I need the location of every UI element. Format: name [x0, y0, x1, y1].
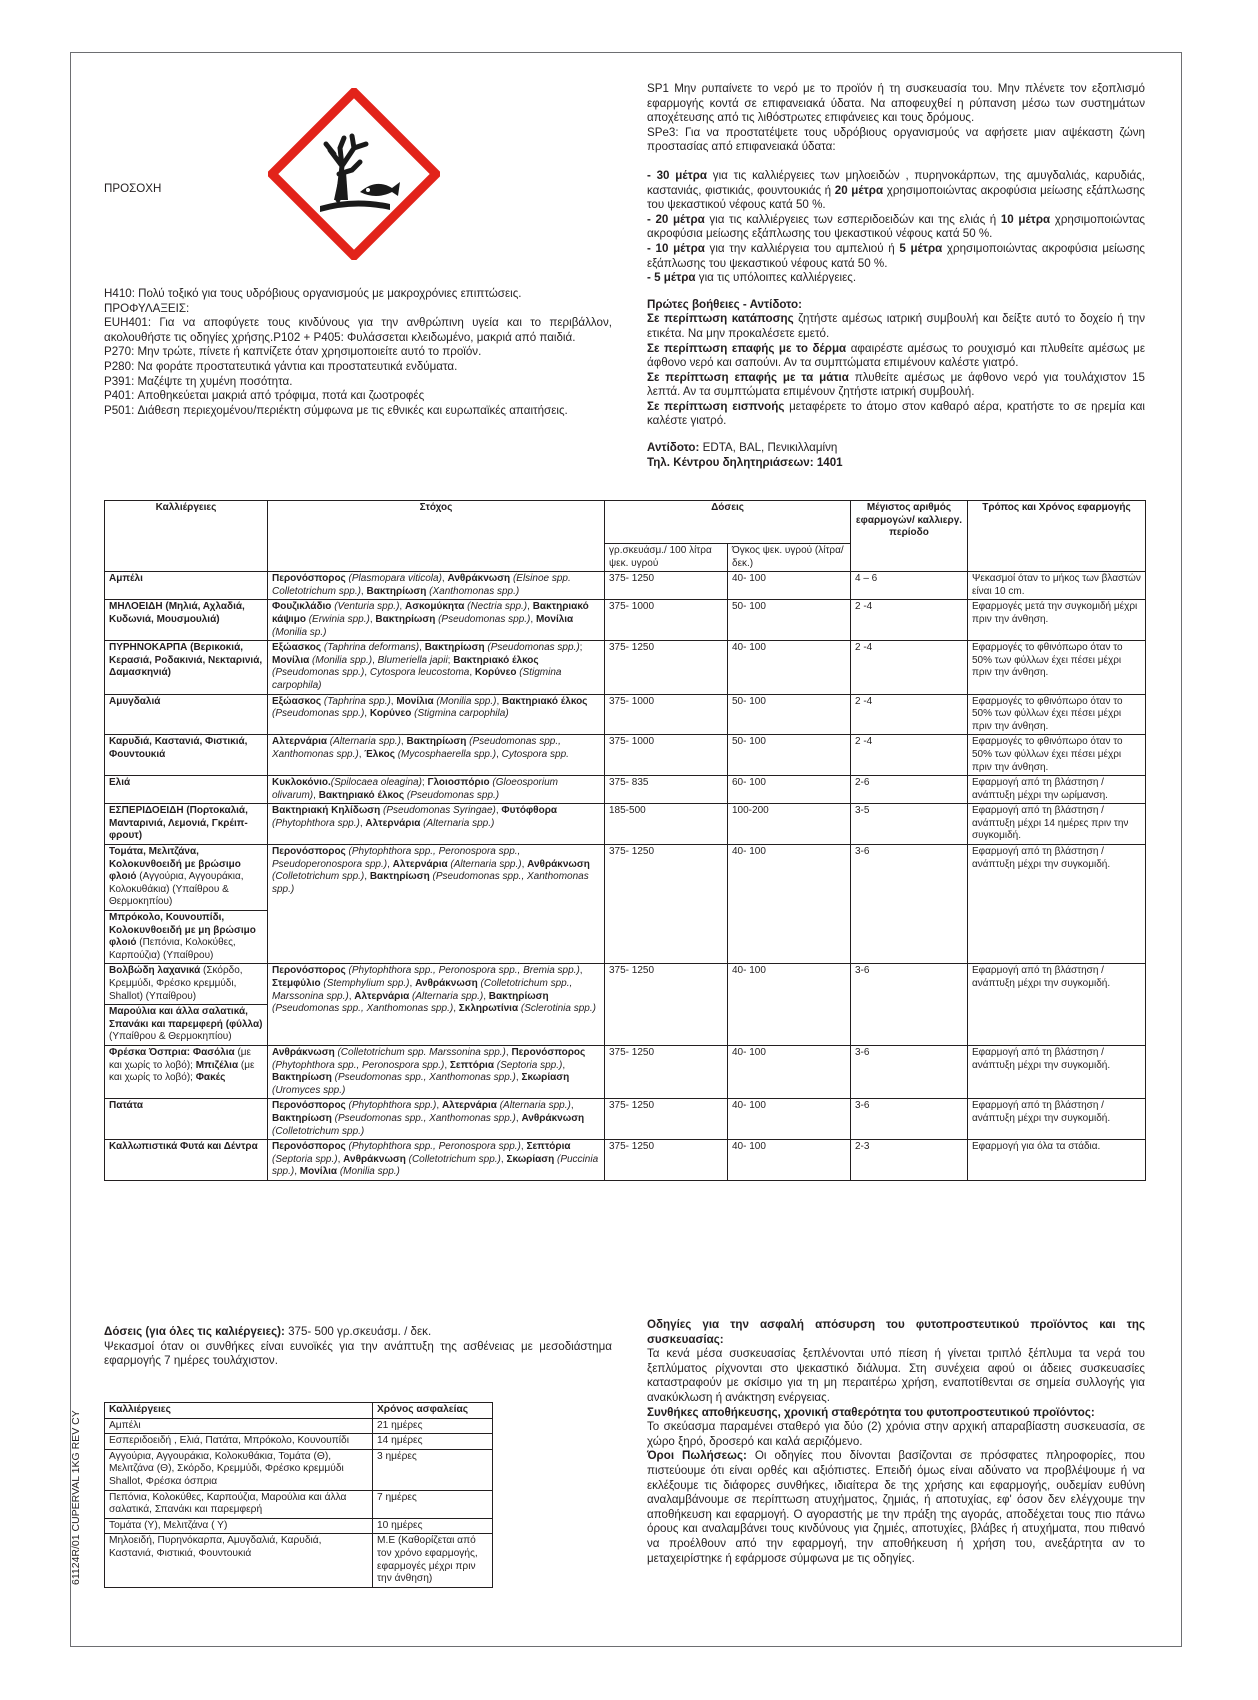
crop-cell: Αμπέλι [105, 572, 268, 600]
spray-interval: Ψεκασμοί όταν οι συνθήκες είναι ευνοϊκές για την ανάπτυξη της ασθένειας με μεσοδιάστημα εφαρμογής 7 ημέρες τουλάχιστον. [104, 1339, 612, 1368]
phi-interval-cell: 7 ημέρες [373, 1490, 493, 1518]
table-row [105, 694, 1146, 735]
first-aid-skin: Σε περίπτωση επαφής με το δέρμα αφαιρέστε αμέσως το ρουχισμό και πλυθείτε αμέσως με άφθονο νερό και σαπούνι. Αν τα συμπτώματα επιμένουν καλέστε γιατρό. [647, 341, 1145, 370]
max-apps-cell: 2 -4 [851, 641, 968, 694]
method-cell: Εφαρμογές μετά την συγκομιδή μέχρι πριν την άνθηση. [968, 600, 1146, 641]
dose-cell: 375- 1000 [605, 735, 728, 776]
phi-row [105, 1418, 493, 1434]
crop-cell: Καλλωπιστικά Φυτά και Δέντρα [105, 1140, 268, 1181]
storage-text: Το σκεύασμα παραμένει σταθερό για δύο (2) χρόνια στην αρχική απαραβίαστη συσκευασία, σε χώρο ξηρό, δροσερό και καλά αεριζόμενο. [647, 1420, 1145, 1448]
target-cell: Εξώασκος (Taphrina deformans), Βακτηρίωση (Pseudomonas spp.); Μονίλια (Monilia spp.), Blumeriella japii; Βακτηριακό έλκος (Pseudomonas spp.), Cytospora leucostoma, Κορύνεο (Stigmina carpophila) [268, 641, 605, 694]
volume-cell: 40- 100 [728, 641, 851, 694]
first-aid-title: Πρώτες βοήθειες - Αντίδοτο: [647, 297, 802, 311]
phi-interval-cell: 14 ημέρες [373, 1434, 493, 1450]
crop-cell: ΕΣΠΕΡΙΔΟΕΙΔΗ (Πορτοκαλιά, Μανταρινιά, Λεμονιά, Γκρέιπ-φρουτ) [105, 804, 268, 845]
pre-harvest-interval-table [104, 1402, 493, 1588]
crop-cell: ΜΗΛΟΕΙΔΗ (Μηλιά, Αχλαδιά, Κυδωνιά, Μουσμουλιά) [105, 600, 268, 641]
phi-col-crops: Καλλιέργειες [105, 1403, 373, 1419]
method-cell: Εφαρμογή από τη βλάστηση / ανάπτυξη μέχρι την συγκομιδή. [968, 964, 1146, 1046]
first-aid-ingestion: Σε περίπτωση κατάποσης ζητήστε αμέσως ιατρική συμβουλή και δείξτε αυτό το δοχείο ή την ετικέτα. Να μην προκαλέσετε εμετό. [647, 312, 1145, 340]
phi-interval-cell: 21 ημέρες [373, 1418, 493, 1434]
method-cell: Εφαρμογές το φθινόπωρο όταν το 50% των φύλλων έχει πέσει μέχρι πριν την άνθηση. [968, 735, 1146, 776]
table-row [105, 600, 1146, 641]
max-apps-cell: 3-5 [851, 804, 968, 845]
environment-hazard-icon [268, 88, 440, 260]
dose-cell: 185-500 [605, 804, 728, 845]
dose-cell: 375- 1250 [605, 641, 728, 694]
storage-title: Συνθήκες αποθήκευσης, χρονική σταθερότητα του φυτοπροστευτικού προϊόντος: [647, 1405, 1095, 1419]
max-apps-cell: 4 – 6 [851, 572, 968, 600]
precautions-title: ΠΡΟΦΥΛΑΞΕΙΣ: [104, 301, 190, 315]
max-apps-cell: 3-6 [851, 845, 968, 964]
p270-text: P270: Μην τρώτε, πίνετε ή καπνίζετε όταν χρησιμοποιείτε αυτό το προϊόν. [104, 345, 482, 359]
phi-crop-cell: Αγγούρια, Αγγουράκια, Κολοκυθάκια, Τομάτα (Θ), Μελιτζάνα (Θ), Σκόρδο, Κρεμμύδι, Φρέσκο κρεμμύδι Shallot, Φρέσκα όσπρια [105, 1449, 373, 1490]
target-cell: Περονόσπορος (Phytophthora spp., Peronospora spp., Pseudoperonospora spp.), Αλτερνάρια (Alternaria spp.), Ανθράκνωση (Colletotrichum spp.), Βακτηρίωση (Pseudomonas spp., Xanthomonas spp.) [268, 845, 605, 964]
col-max-apps: Μέγιστος αριθμός εφαρμογών/ καλλιεργ. περίοδο [851, 501, 968, 572]
volume-cell: 100-200 [728, 804, 851, 845]
max-apps-cell: 2 -4 [851, 600, 968, 641]
max-apps-cell: 2 -4 [851, 694, 968, 735]
method-cell: Εφαρμογή από τη βλάστηση / ανάπτυξη μέχρι την ωρίμανση. [968, 776, 1146, 804]
method-cell: Εφαρμογές το φθινόπωρο όταν το 50% των φύλλων έχει πέσει μέχρι πριν την άνθηση. [968, 694, 1146, 735]
sp1-text: SP1 Μην ρυπαίνετε το νερό με το προϊόν ή τη συσκευασία του. Μην πλένετε τον εξοπλισμό εφαρμογής κοντά σε επιφανειακά ύδατα. Να αποφευχθεί η ρύπανση μέσω των συστημάτων αποχέτευσης από τις λιθόστρωτες επιφάνειες και τους δρόμους. [647, 82, 1145, 125]
table-row [105, 735, 1146, 776]
dose-cell: 375- 1250 [605, 1099, 728, 1140]
volume-cell: 40- 100 [728, 1099, 851, 1140]
col-dose-volume: Όγκος ψεκ. υγρού (λίτρα/ δεκ.) [728, 544, 851, 572]
method-cell: Εφαρμογή για όλα τα στάδια. [968, 1140, 1146, 1181]
table-row [105, 1045, 1146, 1098]
crop-cell: Ελιά [105, 776, 268, 804]
disposal-text: Τα κενά μέσα συσκευασίας ξεπλένονται υπό πίεση ή γίνεται τριπλό ξέπλυμα τα νερά του ξεπλύματος ρίχνονται στο ψεκαστικό διάλυμα. Στη συνέχεια αφού οι άδειες συσκευασίες καταστραφούν με σκίσιμο για τη μη περαιτέρω χρήση, εναποτίθενται σε σημεία συλλογής για ανακύκλωση ή ανάκτηση ενέργειας. [647, 1347, 1145, 1404]
col-target: Στόχος [268, 501, 605, 572]
antidote: Αντίδοτο: EDTA, BAL, Πενικιλλαμίνη [647, 441, 838, 455]
phi-interval-cell: 10 ημέρες [373, 1518, 493, 1534]
target-cell: Εξώασκος (Taphrina spp.), Μονίλια (Monilia spp.), Βακτηριακό έλκος (Pseudomonas spp.), Κορύνεο (Stigmina carpophila) [268, 694, 605, 735]
target-cell: Περονόσπορος (Plasmopara viticola), Ανθράκνωση (Elsinoe spp. Colletotrichum spp.), Βακτηρίωση (Xanthomonas spp.) [268, 572, 605, 600]
zone-5m: - 5 μέτρα για τις υπόλοιπες καλλιέργειες. [647, 271, 857, 285]
crop-cell: ΠΥΡΗΝΟΚΑΡΠΑ (Βερικοκιά, Κερασιά, Ροδακινιά, Νεκταρινιά, Δαμασκηνιά) [105, 641, 268, 694]
method-cell: Ψεκασμοί όταν το μήκος των βλαστών είναι 10 cm. [968, 572, 1146, 600]
table-row [105, 845, 1146, 911]
doses-note [104, 1325, 612, 1369]
target-cell: Ανθράκνωση (Colletotrichum spp. Marssonina spp.), Περονόσπορος (Phytophthora spp., Peronospora spp.), Σεπτόρια (Septoria spp.), Βακτηρίωση (Pseudomonas spp., Xanthomonas spp.), Σκωρίαση (Uromyces spp.) [268, 1045, 605, 1098]
phi-row [105, 1518, 493, 1534]
crop-cell: Αμυγδαλιά [105, 694, 268, 735]
volume-cell: 40- 100 [728, 964, 851, 1046]
p501-text: P501: Διάθεση περιεχομένου/περιέκτη σύμφωνα με τις εθνικές και ευρωπαϊκές απαιτήσεις. [104, 403, 568, 417]
phi-row [105, 1490, 493, 1518]
table-row [105, 641, 1146, 694]
phi-crop-cell: Εσπεριδοειδή , Ελιά, Πατάτα, Μπρόκολο, Κουνουπίδι [105, 1434, 373, 1450]
phi-row [105, 1534, 493, 1587]
volume-cell: 40- 100 [728, 572, 851, 600]
zone-30m: - 30 μέτρα για τις καλλιέργειες των μηλοειδών , πυρηνοκάρπων, της αμυγδαλιάς, καρυδιάς, καστανιάς, φιστικιάς, φουντουκιάς ή 20 μέτρα χρησιμοποιώντας ακροφύσια μείωσης εξάπλωσης του ψεκαστικού νέφους κατά 50 %. [647, 168, 1145, 212]
phi-row [105, 1449, 493, 1490]
h410-text: H410: Πολύ τοξικό για τους υδρόβιους οργανισμούς με μακροχρόνιες επιπτώσεις. [104, 287, 522, 300]
phi-interval-cell: Μ.Ε (Καθορίζεται από τον χρόνο εφαρμογής, εφαρμογές μέχρι πριν την άνθηση) [373, 1534, 493, 1587]
first-aid-eyes: Σε περίπτωση επαφής με τα μάτια πλυθείτε αμέσως με άφθονο νερό για τουλάχιστον 15 λεπτά. Αν τα συμπτώματα επιμένουν ζητήστε ιατρική συμβουλή. [647, 370, 1146, 399]
p401-text: P401: Αποθηκεύεται μακριά από τρόφιμα, ποτά και ζωοτροφές [104, 389, 425, 403]
zone-20m: - 20 μέτρα για τις καλλιέργειες των εσπεριδοειδών και της ελιάς ή 10 μέτρα χρησιμοποιώντας ακροφύσια μείωσης εξάπλωσης του ψεκαστικού νέφους κατά 50 %. [647, 212, 1145, 241]
phi-crop-cell: Αμπέλι [105, 1418, 373, 1434]
dose-cell: 375- 1000 [605, 600, 728, 641]
hazard-statements [104, 287, 612, 418]
crop-cell: Τομάτα, Μελιτζάνα, Κολοκυνθοειδή με βρώσιμο φλοιό (Αγγούρια, Αγγουράκια, Κολοκυθάκια) (Υπαίθρου & Θερμοκηπίου) [105, 845, 268, 911]
volume-cell: 40- 100 [728, 1140, 851, 1181]
sp-block [647, 82, 1145, 470]
dose-cell: 375- 1250 [605, 572, 728, 600]
max-apps-cell: 2-6 [851, 776, 968, 804]
poison-center-phone: Τηλ. Κέντρου δηλητηριάσεων: 1401 [647, 455, 843, 469]
table-row [105, 804, 1146, 845]
table-row [105, 776, 1146, 804]
phi-interval-cell: 3 ημέρες [373, 1449, 493, 1490]
volume-cell: 40- 100 [728, 845, 851, 964]
table-row [105, 1099, 1146, 1140]
euh401-text: EUH401: Για να αποφύγετε τους κινδύνους για την ανθρώπινη υγεία και το περιβάλλον, ακολουθήστε τις οδηγίες χρήσης.P102 + P405: Φυλάσσεται κλειδωμένο, μακριά από παιδιά. [104, 316, 612, 344]
method-cell: Εφαρμογές το φθινόπωρο όταν το 50% των φύλλων έχει πέσει μέχρι πριν την άνθηση. [968, 641, 1146, 694]
max-apps-cell: 3-6 [851, 1099, 968, 1140]
max-apps-cell: 3-6 [851, 1045, 968, 1098]
max-apps-cell: 2-3 [851, 1140, 968, 1181]
table-row [105, 964, 1146, 1005]
disposal-title: Οδηγίες για την ασφαλή απόσυρση του φυτοπροστευτικού προϊόντος και της συσκευασίας: [647, 1318, 1145, 1346]
first-aid-inhalation: Σε περίπτωση εισπνοής μεταφέρετε το άτομο στον καθαρό αέρα, κρατήστε το σε ηρεμία και καλέστε γιατρό. [647, 399, 1145, 428]
table-row [105, 572, 1146, 600]
phi-col-interval: Χρόνος ασφαλείας [373, 1403, 493, 1419]
method-cell: Εφαρμογή από τη βλάστηση / ανάπτυξη μέχρι την συγκομιδή. [968, 1045, 1146, 1098]
phi-crop-cell: Τομάτα (Υ), Μελιτζάνα ( Υ) [105, 1518, 373, 1534]
crop-dosage-table [104, 500, 1146, 1181]
crop-cell: Μπρόκολο, Κουνουπίδι, Κολοκυνθοειδή με μη βρώσιμο φλοιό (Πεπόνια, Κολοκύθες, Καρπούζια) (Υπαίθρου) [105, 911, 268, 964]
spe3-text: SPe3: Για να προστατέψετε τους υδρόβιους οργανισμούς να αφήσετε μιαν αψέκαστη ζώνη προστασίας από επιφανειακά ύδατα: [647, 125, 1145, 154]
phi-crop-cell: Πεπόνια, Κολοκύθες, Καρπούζια, Μαρούλια και άλλα σαλατικά, Σπανάκι και παρεμφερή [105, 1490, 373, 1518]
target-cell: Περονόσπορος (Phytophthora spp., Peronospora spp.), Σεπτόρια (Septoria spp.), Ανθράκνωση (Colletotrichum spp.), Σκωρίαση (Puccinia spp.), Μονίλια (Monilia spp.) [268, 1140, 605, 1181]
dose-cell: 375- 1250 [605, 1045, 728, 1098]
crop-cell: Μαρούλια και άλλα σαλατικά, Σπανάκι και παρεμφερή (φύλλα) (Υπαίθρου & Θερμοκηπίου) [105, 1005, 268, 1046]
target-cell: Περονόσπορος (Phytophthora spp., Peronospora spp., Bremia spp.), Στεμφύλιο (Stemphylium spp.), Ανθράκνωση (Colletotrichum spp., Marssonina spp.), Αλτερνάρια (Alternaria spp.), Βακτηρίωση (Pseudomonas spp., Xanthomonas spp.), Σκληρωτίνια (Sclerotinia spp.) [268, 964, 605, 1046]
table-row [105, 1140, 1146, 1181]
dose-cell: 375- 1250 [605, 845, 728, 964]
dose-cell: 375- 1000 [605, 694, 728, 735]
dose-cell: 375- 1250 [605, 1140, 728, 1181]
volume-cell: 50- 100 [728, 600, 851, 641]
signal-word: ΠΡΟΣΟΧΗ [104, 182, 162, 195]
col-method: Τρόπος και Χρόνος εφαρμογής [968, 501, 1146, 572]
method-cell: Εφαρμογή από τη βλάστηση / ανάπτυξη μέχρι την συγκομιδή. [968, 845, 1146, 964]
target-cell: Περονόσπορος (Phytophthora spp.), Αλτερνάρια (Alternaria spp.), Βακτηρίωση (Pseudomonas spp., Xanthomonas spp.), Ανθράκνωση (Colletotrichum spp.) [268, 1099, 605, 1140]
doses-general: Δόσεις (για όλες τις καλιέργειες): 375- 500 γρ.σκευάσμ. / δεκ. [104, 1325, 432, 1338]
disposal-block [647, 1318, 1145, 1566]
product-code: 61124R/01 CUPERVAL 1KG REV CY [70, 1410, 82, 1585]
volume-cell: 50- 100 [728, 735, 851, 776]
volume-cell: 60- 100 [728, 776, 851, 804]
terms-of-sale: Όροι Πωλήσεως: Οι οδηγίες που δίνονται βασίζονται σε πρόσφατες πληροφορίες, που πιστεύουμε ότι είναι ορθές και αξιόπιστες. Επειδή όμως είναι αδύνατο να προβλέψουμε ή να εκλέξουμε τις διάφορες συνθήκες, ιδιαίτερα δε της χρήσης και εφαρμογής, ουδεμίαν ευθύνη αναλαμβάνουμε σε περίπτωση ατυχήματος, ζημιάς, ή αποτυχίας, εφ' όσον δεν ελέγχουμε την αποθήκευση και εφαρμογή. Ο αγοραστής με την πράξη της αγοράς, αποδέχεται τους πιο πάνω όρους και αναλαμβάνει τους κινδύνους για ζημιές, αποτυχίες, βλάβες ή ατυχήματα, που πιθανό να προέλθουν από την εφαρμογή, την αποθήκευση ή χρήση του, ανεξάρτητα αν το μεταχειρίστηκε ή εφάρμοσε σύμφωνα με τις οδηγίες. [647, 1449, 1145, 1565]
volume-cell: 50- 100 [728, 694, 851, 735]
target-cell: Φουζικλάδιο (Venturia spp.), Ασκομύκητα (Nectria spp.), Βακτηριακό κάψιμο (Erwinia spp.), Βακτηρίωση (Pseudomonas spp.), Μονίλια (Monilia sp.) [268, 600, 605, 641]
phi-crop-cell: Μηλοειδή, Πυρηνόκαρπα, Αμυγδαλιά, Καρυδιά, Καστανιά, Φιστικιά, Φουντουκιά [105, 1534, 373, 1587]
target-cell: Βακτηριακή Κηλίδωση (Pseudomonas Syringae), Φυτόφθορα (Phytophthora spp.), Αλτερνάρια (Alternaria spp.) [268, 804, 605, 845]
crop-cell: Φρέσκα Όσπρια: Φασόλια (με και χωρίς το λοβό); Μπιζέλια (με και χωρίς το λοβό); Φακές [105, 1045, 268, 1098]
target-cell: Αλτερνάρια (Alternaria spp.), Βακτηρίωση (Pseudomonas spp., Xanthomonas spp.), Έλκος (Mycosphaerella spp.), Cytospora spp. [268, 735, 605, 776]
method-cell: Εφαρμογή από τη βλάστηση / ανάπτυξη μέχρι 14 ημέρες πριν την συγκομιδή. [968, 804, 1146, 845]
crop-cell: Βολβώδη λαχανικά (Σκόρδο, Κρεμμύδι, Φρέσκο κρεμμύδι, Shallot) (Υπαίθρου) [105, 964, 268, 1005]
crop-cell: Πατάτα [105, 1099, 268, 1140]
crop-cell: Καρυδιά, Καστανιά, Φιστικιά, Φουντουκιά [105, 735, 268, 776]
col-doses: Δόσεις [605, 501, 851, 544]
dose-cell: 375- 835 [605, 776, 728, 804]
method-cell: Εφαρμογή από τη βλάστηση / ανάπτυξη μέχρι την συγκομιδή. [968, 1099, 1146, 1140]
volume-cell: 40- 100 [728, 1045, 851, 1098]
p391-text: P391: Μαζέψτε τη χυμένη ποσότητα. [104, 374, 293, 388]
dose-cell: 375- 1250 [605, 964, 728, 1046]
max-apps-cell: 3-6 [851, 964, 968, 1046]
col-crops: Καλλιέργειες [105, 501, 268, 572]
target-cell: Κυκλοκόνιο.(Spilocaea oleagina); Γλοιοσπόριο (Gloeosporium olivarum), Βακτηριακό έλκος (Pseudomonas spp.) [268, 776, 605, 804]
max-apps-cell: 2 -4 [851, 735, 968, 776]
zone-10m: - 10 μέτρα για την καλλιέργεια του αμπελιού ή 5 μέτρα χρησιμοποιώντας ακροφύσια μείωσης εξάπλωσης του ψεκαστικού νέφους κατά 50 %. [647, 241, 1145, 270]
col-dose-g100l: γρ.σκευάσμ./ 100 λίτρα ψεκ. υγρού [605, 544, 728, 572]
p280-text: P280: Να φοράτε προστατευτικά γάντια και προστατευτικά ενδύματα. [104, 359, 458, 373]
phi-row [105, 1434, 493, 1450]
